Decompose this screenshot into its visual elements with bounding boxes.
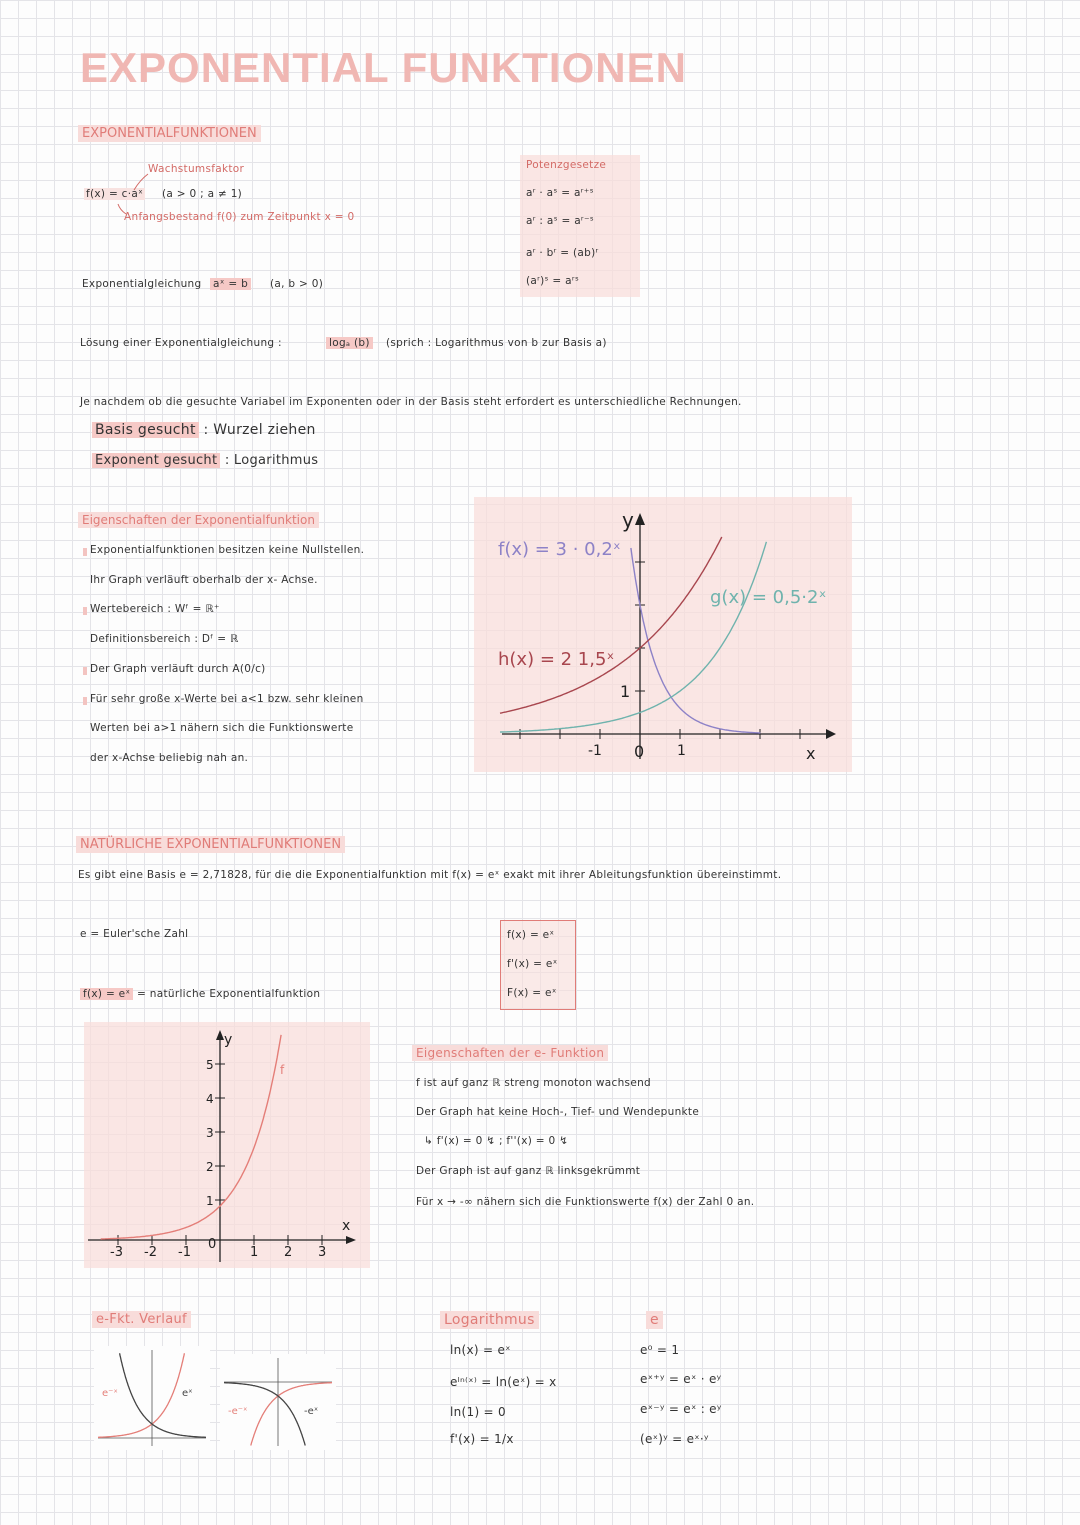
- property-line-2: Ihr Graph verläuft oberhalb der x- Achse.: [90, 574, 318, 586]
- page-title: EXPONENTIAL FUNKTIONEN: [80, 44, 687, 91]
- e-rule-2: eˣ⁺ʸ = eˣ · eʸ: [640, 1372, 722, 1386]
- equation-label: Exponentialgleichung: [82, 278, 202, 290]
- derivative-box: [500, 920, 576, 1010]
- derivative-box-line-1: f(x) = eˣ: [507, 929, 555, 941]
- graph1-curve-g: [500, 542, 766, 732]
- graph2-f-label: f: [280, 1063, 285, 1077]
- graph1-tick-minus1: -1: [588, 743, 602, 759]
- graph2-xtick-label: -1: [178, 1245, 191, 1260]
- graph1-curve-f: [631, 548, 760, 733]
- e-rules-heading: e: [646, 1311, 663, 1329]
- graph2-xtick-label: -3: [110, 1245, 123, 1260]
- power-laws-heading: Potenzgesetze: [526, 159, 607, 171]
- power-laws-box: [520, 155, 640, 297]
- graph1-tick-y1: 1: [620, 682, 631, 701]
- graph1-tick-0: 0: [634, 742, 645, 761]
- verlauf-left-label-emx: e⁻ˣ: [102, 1388, 118, 1399]
- natural-heading: NATÜRLICHE EXPONENTIALFUNKTIONEN: [76, 836, 345, 853]
- graph2-ytick-label: 3: [206, 1126, 214, 1140]
- property-line-3: Wertebereich : Wᶠ = ℝ⁺: [90, 603, 220, 615]
- property-line-1: Exponentialfunktionen besitzen keine Nullstellen.: [90, 544, 365, 556]
- properties-heading: Eigenschaften der Exponentialfunktion: [78, 512, 319, 528]
- derivative-box-line-3: F(x) = eˣ: [507, 987, 557, 999]
- graph1-svg: [474, 497, 852, 772]
- e-rule-1: e⁰ = 1: [640, 1343, 680, 1357]
- section-heading-exponential: EXPONENTIALFUNKTIONEN: [78, 125, 261, 142]
- e-property-line-2: Der Graph hat keine Hoch-, Tief- und Wendepunkte: [416, 1106, 700, 1118]
- formula-exponential: f(x) = c·aˣ: [86, 188, 144, 200]
- property-line-4: Definitionsbereich : Dᶠ = ℝ: [90, 633, 239, 645]
- property-line-7: Werten bei a>1 nähern sich die Funktionswerte: [90, 722, 354, 734]
- graph2-ytick-label: 2: [206, 1160, 214, 1174]
- graph2-xtick-label: 1: [250, 1245, 259, 1260]
- graph2-xtick-label: 0: [208, 1237, 217, 1252]
- annotation-arrows: [110, 170, 160, 220]
- equation-condition: (a, b > 0): [270, 278, 324, 290]
- log-heading: Logarithmus: [440, 1311, 539, 1329]
- graph2-svg: [84, 1022, 370, 1268]
- formula-condition: (a > 0 ; a ≠ 1): [162, 188, 243, 200]
- e-rule-4: (eˣ)ʸ = eˣ·ʸ: [640, 1432, 709, 1446]
- derivative-box-line-2: f'(x) = eˣ: [507, 958, 558, 970]
- graph2-xtick-label: 2: [284, 1245, 293, 1260]
- graph1-label-g: g(x) = 0,5·2ˣ: [710, 587, 827, 608]
- log-line-2: eˡⁿ⁽ˣ⁾ = ln(eˣ) = x: [450, 1375, 557, 1389]
- graph1-label-f: f(x) = 3 · 0,2ˣ: [498, 539, 621, 560]
- graph1-y-arrow: [635, 513, 645, 525]
- verlauf-left-graph: [94, 1346, 210, 1450]
- graph2-y-label: y: [224, 1032, 233, 1048]
- basis-action: : Wurzel ziehen: [203, 422, 316, 438]
- solution-formula: logₐ (b): [326, 337, 373, 349]
- property-line-6: Für sehr große x-Werte bei a<1 bzw. sehr kleinen: [90, 693, 364, 705]
- verlauf-right-label-mex: -eˣ: [304, 1406, 319, 1417]
- graph1-x-label: x: [806, 744, 816, 763]
- label-growth-factor: Wachstumsfaktor: [148, 163, 245, 175]
- e-property-line-5: Für x → -∞ nähern sich die Funktionswerte f(x) der Zahl 0 an.: [416, 1196, 755, 1208]
- e-property-line-1: f ist auf ganz ℝ streng monoton wachsend: [416, 1077, 652, 1089]
- graph1-x-arrow: [826, 729, 836, 739]
- graph2-xtick-label: 3: [318, 1245, 327, 1260]
- verlauf-left-label-ex: eˣ: [182, 1388, 193, 1399]
- graph1-panel: [474, 497, 852, 772]
- graph2-xtick-label: -2: [144, 1245, 157, 1260]
- property-line-5: Der Graph verläuft durch A(0/c): [90, 663, 266, 675]
- e-property-line-3: ↳ f'(x) = 0 ↯ ; f''(x) = 0 ↯: [424, 1135, 569, 1147]
- log-line-1: ln(x) = eˣ: [450, 1343, 511, 1357]
- natural-def-formula: f(x) = eˣ: [80, 988, 133, 1000]
- label-start-value: Anfangsbestand f(0) zum Zeitpunkt x = 0: [124, 211, 355, 223]
- e-properties-heading: Eigenschaften der e- Funktion: [412, 1045, 608, 1061]
- graph2-ytick-label: 5: [206, 1058, 214, 1072]
- variable-note: Je nachdem ob die gesuchte Variabel im Exponenten oder in der Basis steht erfordert es unterschiedliche Rechnungen.: [80, 396, 742, 408]
- graph2-curve-ex: [101, 1035, 281, 1239]
- graph1-y-label: y: [622, 508, 634, 532]
- power-rule-4: (aʳ)ˢ = aʳˢ: [526, 275, 580, 287]
- graph2-ytick-label: 1: [206, 1194, 214, 1208]
- power-rule-2: aʳ : aˢ = aʳ⁻ˢ: [526, 215, 594, 227]
- graph2-panel: [84, 1022, 370, 1268]
- graph1-curve-h: [500, 537, 722, 713]
- property-line-8: der x-Achse beliebig nah an.: [90, 752, 249, 764]
- power-rule-3: aʳ · bʳ = (ab)ʳ: [526, 247, 599, 259]
- log-line-3: ln(1) = 0: [450, 1405, 506, 1419]
- e-rule-3: eˣ⁻ʸ = eˣ : eʸ: [640, 1402, 722, 1416]
- graph2-x-label: x: [342, 1218, 351, 1234]
- graph2-y-arrow: [216, 1030, 224, 1040]
- e-property-line-4: Der Graph ist auf ganz ℝ linksgekrümmt: [416, 1165, 641, 1177]
- basis-label: Basis gesucht: [92, 422, 199, 438]
- solution-note: (sprich : Logarithmus von b zur Basis a): [386, 337, 607, 349]
- verlauf-right-graph: [220, 1354, 336, 1450]
- verlauf-right-label-memx: -e⁻ˣ: [228, 1406, 248, 1417]
- graph1-label-h: h(x) = 2 1,5ˣ: [498, 649, 615, 670]
- solution-label: Lösung einer Exponentialgleichung :: [80, 337, 282, 349]
- graph1-tick-1: 1: [677, 743, 686, 759]
- exponent-action: : Logarithmus: [224, 453, 319, 468]
- verlauf-heading: e-Fkt. Verlauf: [92, 1311, 191, 1328]
- exponent-label: Exponent gesucht: [92, 453, 220, 468]
- natural-intro: Es gibt eine Basis e = 2,71828, für die die Exponentialfunktion mit f(x) = eˣ exakt mit ihrer Ableitungsfunktion übereinstimmt.: [78, 869, 782, 881]
- power-rule-1: aʳ · aˢ = aʳ⁺ˢ: [526, 187, 594, 199]
- graph2-ytick-label: 4: [206, 1092, 214, 1106]
- euler-label: e = Euler'sche Zahl: [80, 928, 189, 940]
- log-line-4: f'(x) = 1/x: [450, 1432, 514, 1446]
- equation-formula: aˣ = b: [210, 278, 251, 290]
- graph2-x-arrow: [346, 1236, 356, 1244]
- natural-def-text: = natürliche Exponentialfunktion: [137, 988, 321, 1000]
